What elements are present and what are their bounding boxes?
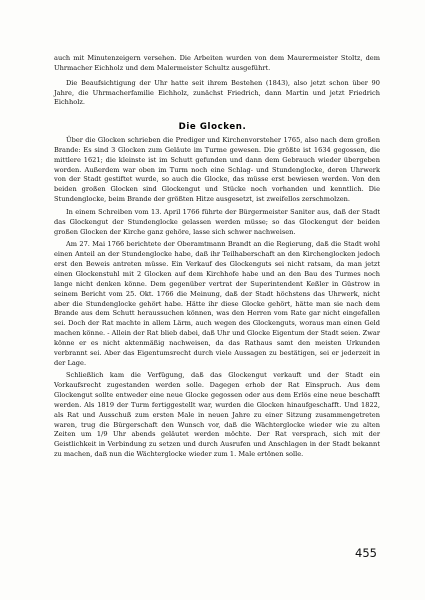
paragraph: auch mit Minutenzeigern versehen. Die Arbeiten wurden von dem Maurermeister Stoltz, dem Uhrmacher Eichholz und dem Malermeister Schultz ausgeführt.	[54, 54, 380, 72]
section-title: Die Glocken.	[178, 122, 247, 132]
paragraph: Über die Glocken schrieben die Prediger und Kirchenvorsteher 1765, also nach dem großen Brande: Es sind 3 Glocken zum Geläute im Turme gewesen. Die größte ist 1634 gegossen, die mittlere 1621; die kleinste ist im Schutt gefunden und dann dem Gebrauch wieder übergeben worden. Außerdem war oben im Turm noch eine Schlag- und Stundenglocke, deren Uhrwerk von der Stadt gestiftet wurde, so auch die Glocke, das müsse erst bewiesen werden. Von den beiden großen Glocken sind Glockengut und Stücke noch vorhanden und kenntlich. Die Stundenglocke, beim Brande der größten Hitze ausgesetzt, ist zweifellos zerschmolzen.	[54, 136, 380, 204]
paragraph: Schließlich kam die Verfügung, daß das Glockengut verkauft und der Stadt ein Vorkaufsrecht zugestanden werden solle. Dagegen erhob der Rat Einspruch. Aus dem Glockengut sollte entweder eine neue Glocke gegossen oder aus dem Erlös eine neue beschafft werden. Als 1819 der Turm fertiggestellt war, wurden die Glocken hinaufgeschafft. Und 1822, als Rat und Ausschuß zum ersten Male in neuen Jahre zu einer Sitzung zusammengetreten waren, trug die Bürgerschaft den Wunsch vor, daß die Wächterglocke wieder wie zu alten Zeiten um 1/9 Uhr abends geläutet werden möchte. Der Rat versprach, sich mit der Geistlichkeit in Verbindung zu setzen und durch Ausrufen und Anschlagen in der Stadt bekannt zu machen, daß nun die Wächterglocke wieder zum 1. Male ertönen solle.	[54, 371, 380, 459]
paragraph: In einem Schreiben vom 13. April 1766 führte der Bürgermeister Saniter aus, daß der Stadt das Glockengut der Stundenglocke gelassen werden müsse; so das Glockengut der beiden großen Glocken der Kirche ganz gehöre, lasse sich schwer nachweisen.	[54, 207, 380, 236]
section-body	[54, 136, 380, 460]
intro-text	[54, 54, 380, 108]
page-number: 455	[355, 546, 377, 560]
paragraph: Am 27. Mai 1766 berichtete der Oberamtmann Brandt an die Regierung, daß die Stadt wohl einen Anteil an der Stundenglocke habe, daß ihr Teilhaberschaft an den Kirchenglocken jedoch erst den Beweis antreten müsse. Ein Verkauf des Glockenguts sei nicht ratsam, da man jetzt einen Glockenstuhl mit 2 Glocken auf dem Kirchhofe habe und an den Bau des Turmes noch lange nicht denken könne. Dem gegenüber vertrat der Superintendent Keßler in Güstrow in seinem Bericht vom 25. Okt. 1766 die Meinung, daß der Stadt höchstens das Uhrwerk, nicht aber die Stundenglocke gehört habe. Hätte ihr diese Glocke gehört, hätte man sie nach dem Brande aus dem Schutt heraussuchen können, was den Herren vom Rate gar nicht eingefallen sei. Doch der Rat machte in allem Lärm, auch wegen des Glockenguts, woraus man einen Geld machen könne. - Allein der Rat blieb dabei, daß Uhr und Glocke Eigentum der Stadt seien. Zwar könne er es nicht aktenmäßig nachweisen, da das Rathaus samt den meisten Urkunden verbrannt sei. Aber das Eigentumsrecht durch viele Aussagen zu bestätigen, sei er jederzeit in der Lage.	[54, 240, 380, 367]
paragraph: Die Beaufsichtigung der Uhr hatte seit ihrem Bestehen (1843), also jetzt schon über 90 Jahre, die Uhrmacherfamilie Eichholz, zunächst Friedrich, dann Martin und jetzt Friedrich Eichholz.	[54, 78, 380, 107]
